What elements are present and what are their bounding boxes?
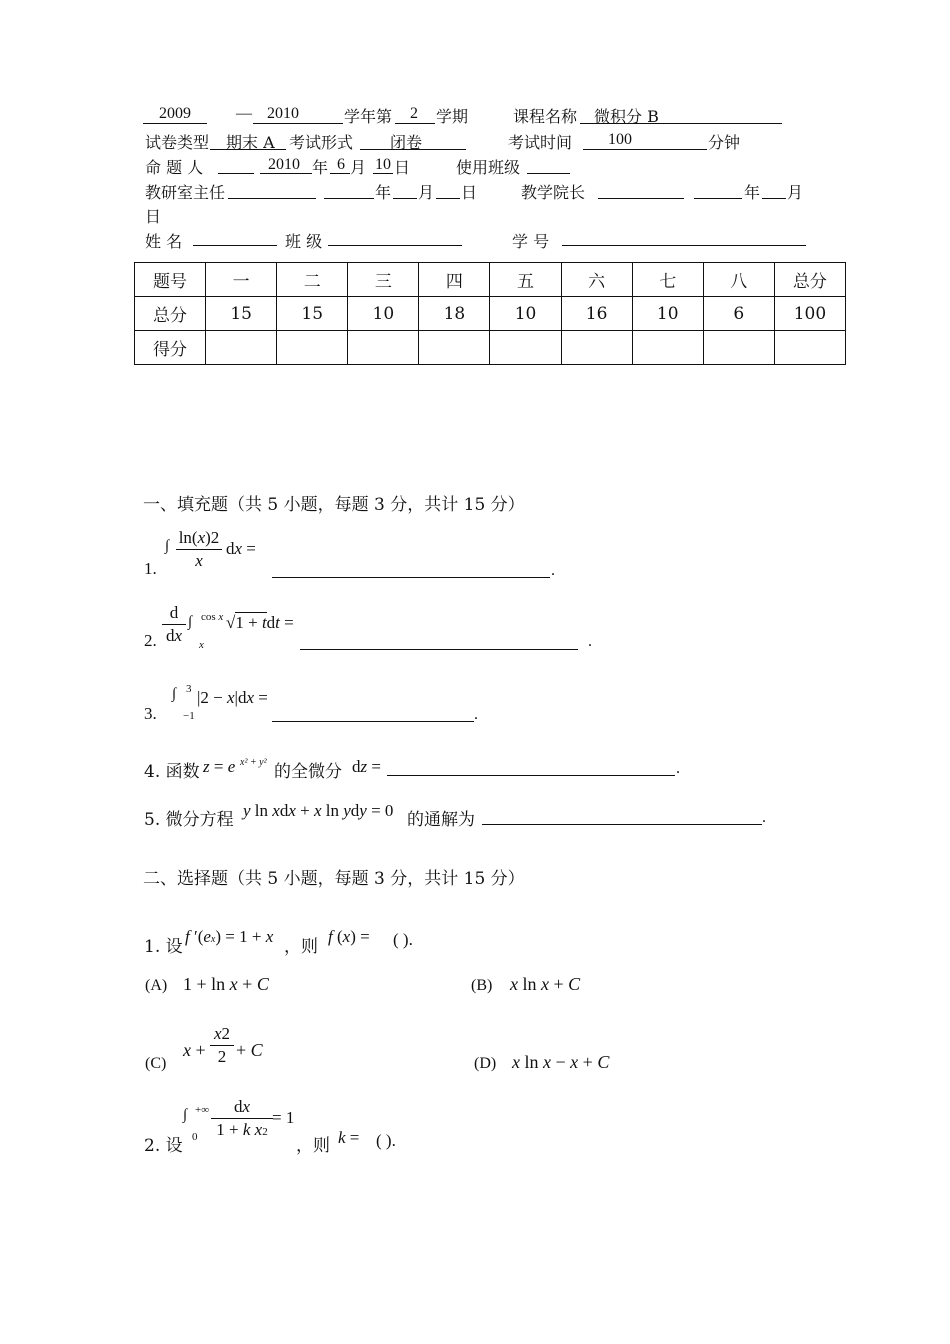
director-label: 教研室主任 xyxy=(145,183,226,202)
lower-limit: x xyxy=(199,639,204,651)
exam-time: 100 xyxy=(608,131,632,148)
question-text: 2. 设 xyxy=(144,1136,183,1156)
student-id-label: 学 号 xyxy=(512,232,550,251)
score-label-cell: 得分 xyxy=(135,331,206,365)
fraction: x2 2 xyxy=(210,1024,234,1067)
math-expression: dx = xyxy=(226,539,256,558)
section1-title: 一、填充题（共 5 小题，每题 3 分，共计 15 分） xyxy=(143,495,525,515)
exam-form-label: 考试形式 xyxy=(289,133,354,152)
paper-type: 期末 A xyxy=(226,133,275,152)
score-cell[interactable] xyxy=(774,331,845,365)
question-number: 1. xyxy=(144,559,157,578)
class-use-label: 使用班级 xyxy=(456,158,521,177)
points-cell: 16 xyxy=(561,297,632,331)
option-d-label: (D) xyxy=(474,1055,497,1072)
question-text: 1. 设 xyxy=(144,937,183,957)
nian-label: 年 xyxy=(312,158,329,177)
score-table xyxy=(134,262,846,365)
math-expression: f ′(ex) = 1 + x xyxy=(185,927,274,946)
score-cell[interactable] xyxy=(632,331,703,365)
director-yue: 月 xyxy=(418,183,435,202)
points-cell: 15 xyxy=(277,297,348,331)
xueqi-label: 学期 xyxy=(436,107,469,126)
math-expression: k = xyxy=(338,1128,360,1147)
option-c[interactable]: x + xyxy=(183,1040,206,1060)
period: . xyxy=(762,809,766,826)
yue-label: 月 xyxy=(350,158,367,177)
exponent: x² + y² xyxy=(240,757,267,768)
points-cell: 100 xyxy=(774,297,845,331)
year-start: 2009 xyxy=(159,105,191,122)
class-label: 班 级 xyxy=(285,232,323,251)
points-label-cell: 总分 xyxy=(135,297,206,331)
dean-ri: 日 xyxy=(145,207,162,226)
math-expression: |2 − x|dx = xyxy=(197,688,268,707)
name-label: 姓 名 xyxy=(145,232,183,251)
points-cell: 15 xyxy=(206,297,277,331)
date-day: 10 xyxy=(375,156,391,173)
table-header-cell: 总分 xyxy=(774,263,845,297)
dean-label: 教学院长 xyxy=(521,183,586,202)
points-cell: 6 xyxy=(703,297,774,331)
points-cell: 10 xyxy=(490,297,561,331)
question-text: 4. 函数 xyxy=(144,762,200,782)
question-number: 2. xyxy=(144,631,157,650)
table-header-cell: 二 xyxy=(277,263,348,297)
answer-blank[interactable]: ( ). xyxy=(393,930,413,949)
exam-form: 闭卷 xyxy=(390,133,423,152)
question-text: ，则 xyxy=(284,937,318,957)
score-cell[interactable] xyxy=(490,331,561,365)
math-expression: dz = xyxy=(352,757,381,776)
option-b[interactable]: x ln x + C xyxy=(510,974,581,994)
option-a-label: (A) xyxy=(145,977,168,994)
table-header-cell: 六 xyxy=(561,263,632,297)
table-header-cell: 一 xyxy=(206,263,277,297)
option-a[interactable]: 1 + ln x + C xyxy=(183,974,269,994)
director-nian: 年 xyxy=(375,183,392,202)
ri-label: 日 xyxy=(394,158,411,177)
option-b-label: (B) xyxy=(471,977,493,994)
director-ri: 日 xyxy=(461,183,478,202)
period: . xyxy=(588,633,592,650)
table-header-cell: 三 xyxy=(348,263,419,297)
table-row xyxy=(135,331,846,365)
question-text: 的全微分 xyxy=(274,762,342,782)
option-c-label: (C) xyxy=(145,1055,167,1072)
course-name: 微积分 B xyxy=(594,107,659,126)
author-label: 命 题 人 xyxy=(145,158,204,177)
math-expression: z = e xyxy=(203,757,236,776)
math-expression: + C xyxy=(236,1040,263,1060)
score-cell[interactable] xyxy=(561,331,632,365)
integral-sign: ∫ xyxy=(183,1107,188,1123)
semester: 2 xyxy=(410,105,418,122)
course-label: 课程名称 xyxy=(513,107,578,126)
lower-limit: −1 xyxy=(183,710,195,722)
table-row xyxy=(135,263,846,297)
table-header-cell: 八 xyxy=(703,263,774,297)
integral-sign: ∫ xyxy=(188,614,193,630)
question-text: 的通解为 xyxy=(407,810,475,830)
points-cell: 10 xyxy=(632,297,703,331)
score-cell[interactable] xyxy=(206,331,277,365)
answer-blank[interactable]: ( ). xyxy=(376,1131,396,1150)
fraction: d dx xyxy=(162,603,186,646)
question-number: 3. xyxy=(144,704,157,723)
score-cell[interactable] xyxy=(419,331,490,365)
period: . xyxy=(551,562,555,579)
score-cell[interactable] xyxy=(348,331,419,365)
xuenian-label: 学年第 xyxy=(344,107,393,126)
table-row xyxy=(135,297,846,331)
upper-limit: +∞ xyxy=(195,1104,210,1116)
integral-sign: ∫ xyxy=(165,538,170,554)
dean-yue: 月 xyxy=(787,183,804,202)
points-cell: 18 xyxy=(419,297,490,331)
minutes-label: 分钟 xyxy=(708,133,741,152)
year-dash: — xyxy=(236,105,252,122)
table-header-cell: 七 xyxy=(632,263,703,297)
period: . xyxy=(676,760,680,777)
table-header-cell: 五 xyxy=(490,263,561,297)
score-cell[interactable] xyxy=(277,331,348,365)
year-end: 2010 xyxy=(267,105,299,122)
upper-limit: 3 xyxy=(186,683,192,695)
date-month: 6 xyxy=(337,156,345,173)
math-expression: y ln xdx + x ln ydy = 0 xyxy=(243,801,394,820)
question-text: ，则 xyxy=(296,1136,330,1156)
math-expression: = 1 xyxy=(272,1108,295,1127)
question-text: 5. 微分方程 xyxy=(144,810,234,830)
table-header-cell: 题号 xyxy=(135,263,206,297)
exam-time-label: 考试时间 xyxy=(508,133,573,152)
upper-limit: cos x xyxy=(201,611,224,623)
math-expression: f (x) = xyxy=(328,927,370,946)
score-cell[interactable] xyxy=(703,331,774,365)
table-header-cell: 四 xyxy=(419,263,490,297)
lower-limit: 0 xyxy=(192,1131,198,1143)
fraction: dx 1 + k x2 xyxy=(211,1097,273,1140)
points-cell: 10 xyxy=(348,297,419,331)
period: . xyxy=(474,706,478,723)
dean-nian: 年 xyxy=(744,183,761,202)
fraction: ln(x)2 x xyxy=(176,528,222,571)
integral-sign: ∫ xyxy=(172,686,177,702)
date-year: 2010 xyxy=(268,156,300,173)
option-d[interactable]: x ln x − x + C xyxy=(512,1052,610,1072)
paper-type-label: 试卷类型 xyxy=(145,133,210,152)
section2-title: 二、选择题（共 5 小题，每题 3 分，共计 15 分） xyxy=(143,869,525,889)
math-expression: √1 + tdt = xyxy=(226,613,294,632)
